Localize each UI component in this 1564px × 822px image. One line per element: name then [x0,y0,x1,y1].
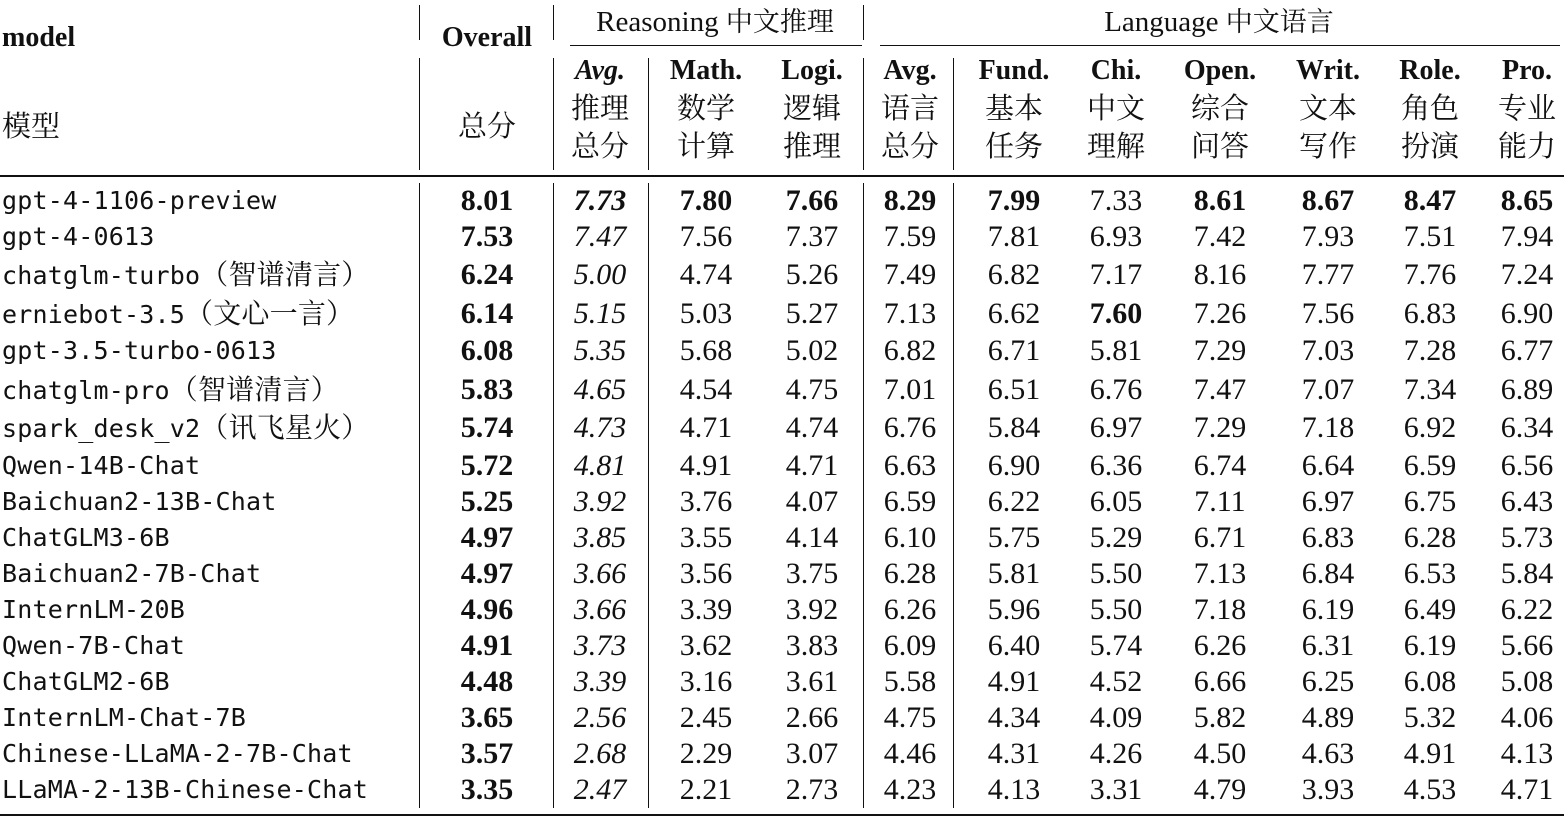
divider-language-avg [953,58,954,170]
score-cell: 8.16 [1193,258,1247,291]
score-cell: 7.76 [1403,258,1457,291]
score-cell: 6.28 [1403,521,1457,554]
score-cell: 4.74 [785,411,839,444]
column-header: Logi. [781,55,843,86]
overall-score: 3.65 [460,701,514,734]
score-cell: 4.73 [573,411,627,444]
score-cell: 7.13 [883,297,937,330]
score-cell: 6.83 [1301,521,1355,554]
score-cell: 5.58 [883,665,937,698]
score-cell: 6.77 [1500,334,1554,367]
score-cell: 7.18 [1193,593,1247,626]
score-cell: 3.83 [785,629,839,662]
model-name-text: InternLM-20B [2,595,186,624]
score-cell: 2.66 [785,701,839,734]
score-cell: 7.18 [1301,411,1355,444]
score-cell: 8.61 [1193,184,1247,217]
table-bottom-rule [0,814,1564,816]
overall-score: 7.53 [460,220,514,253]
score-cell: 4.91 [679,449,733,482]
column-header-cn-line1: 基本 [984,91,1043,125]
divider-model [419,5,420,40]
score-cell: 3.66 [573,593,627,626]
score-cell: 4.81 [573,449,627,482]
column-header-cn-line1: 综合 [1190,91,1249,125]
overall-score: 3.57 [460,737,514,770]
score-cell: 6.51 [987,373,1041,406]
score-cell: 4.75 [785,373,839,406]
model-name-text: chatglm-turbo [2,261,201,290]
score-cell: 6.43 [1500,485,1554,518]
score-cell: 7.47 [573,220,627,253]
score-cell: 7.94 [1500,220,1554,253]
reasoning-group-underline [570,45,862,46]
score-cell: 6.28 [883,557,937,590]
score-cell: 7.13 [1193,557,1247,590]
score-cell: 5.26 [785,258,839,291]
score-cell: 5.75 [987,521,1041,554]
score-cell: 6.97 [1089,411,1143,444]
score-cell: 4.71 [1500,773,1554,806]
score-cell: 3.76 [679,485,733,518]
column-header: Avg. [883,55,937,86]
score-cell: 6.56 [1500,449,1554,482]
column-header: Math. [669,55,743,86]
score-cell: 7.17 [1089,258,1143,291]
score-cell: 4.26 [1089,737,1143,770]
score-cell: 7.81 [987,220,1041,253]
score-cell: 6.19 [1301,593,1355,626]
model-name-text: Chinese-LLaMA-2-7B-Chat [2,739,353,768]
score-cell: 3.73 [573,629,627,662]
column-header: Chi. [1090,55,1142,86]
divider-overall [553,5,554,40]
score-cell: 5.73 [1500,521,1554,554]
score-cell: 5.32 [1403,701,1457,734]
score-cell: 6.71 [1193,521,1247,554]
score-cell: 6.53 [1403,557,1457,590]
score-cell: 3.39 [679,593,733,626]
score-cell: 4.75 [883,701,937,734]
score-cell: 7.29 [1193,334,1247,367]
score-cell: 5.00 [573,258,627,291]
column-header: Open. [1183,55,1257,86]
divider-model [419,58,420,170]
score-cell: 4.34 [987,701,1041,734]
score-cell: 4.52 [1089,665,1143,698]
score-cell: 3.39 [573,665,627,698]
score-cell: 6.09 [883,629,937,662]
score-cell: 3.66 [573,557,627,590]
overall-score: 6.24 [460,258,514,291]
score-cell: 6.26 [883,593,937,626]
model-name-text: Baichuan2-7B-Chat [2,559,262,588]
model-name-text: Qwen-14B-Chat [2,451,201,480]
divider-model-body [419,183,420,808]
score-cell: 6.92 [1403,411,1457,444]
divider-reasoning-avg [648,58,649,170]
score-cell: 5.03 [679,297,733,330]
score-cell: 6.40 [987,629,1041,662]
column-header-cn-line2: 总分 [880,129,939,163]
model-name-text: Baichuan2-13B-Chat [2,487,277,516]
score-cell: 7.99 [987,184,1041,217]
score-cell: 6.66 [1193,665,1247,698]
score-cell: 6.59 [883,485,937,518]
column-header: Writ. [1295,55,1361,86]
overall-score: 8.01 [460,184,514,217]
overall-score: 4.48 [460,665,514,698]
score-cell: 3.85 [573,521,627,554]
score-cell: 8.47 [1403,184,1457,217]
model-name [2,410,369,447]
score-cell: 3.75 [785,557,839,590]
score-cell: 7.07 [1301,373,1355,406]
model-name [2,700,246,736]
overall-score: 4.96 [460,593,514,626]
score-cell: 5.96 [987,593,1041,626]
overall-score: 5.25 [460,485,514,518]
score-cell: 6.83 [1403,297,1457,330]
score-cell: 7.59 [883,220,937,253]
column-header-cn-line2: 扮演 [1400,129,1459,163]
language-group-underline [880,45,1560,46]
score-cell: 7.66 [785,184,839,217]
score-cell: 5.27 [785,297,839,330]
score-cell: 3.92 [573,485,627,518]
score-cell: 6.71 [987,334,1041,367]
score-cell: 4.07 [785,485,839,518]
column-header-cn-line2: 总分 [570,129,629,163]
column-header-cn-line2: 理解 [1086,129,1145,163]
score-cell: 6.63 [883,449,937,482]
model-name [2,484,277,520]
score-cell: 6.49 [1403,593,1457,626]
header-bottom-rule [0,175,1564,177]
score-cell: 3.93 [1301,773,1355,806]
model-name-text: InternLM-Chat-7B [2,703,247,732]
score-cell: 7.42 [1193,220,1247,253]
column-header-cn-line1: 中文 [1086,91,1145,125]
score-cell: 7.11 [1194,485,1246,518]
score-cell: 8.65 [1500,184,1554,217]
score-cell: 5.50 [1089,593,1143,626]
score-cell: 2.47 [573,773,627,806]
model-name-text: gpt-4-0613 [2,222,155,251]
score-cell: 4.54 [679,373,733,406]
score-cell: 7.93 [1301,220,1355,253]
score-cell: 5.81 [1089,334,1143,367]
overall-score: 5.83 [460,373,514,406]
score-cell: 5.84 [1500,557,1554,590]
score-cell: 3.92 [785,593,839,626]
score-cell: 4.23 [883,773,937,806]
column-header: Fund. [978,55,1050,86]
score-cell: 6.22 [987,485,1041,518]
score-cell: 6.19 [1403,629,1457,662]
score-cell: 6.82 [987,258,1041,291]
model-name [2,183,277,219]
overall-score: 4.91 [460,629,514,662]
score-cell: 4.91 [1403,737,1457,770]
model-name [2,556,261,592]
model-name-text: LLaMA-2-13B-Chinese-Chat [2,775,369,804]
reasoning-group-header [568,0,862,39]
score-cell: 5.29 [1089,521,1143,554]
column-header-cn-line1: 专业 [1497,91,1556,125]
model-name-text: gpt-3.5-turbo-0613 [2,336,277,365]
column-header: Avg. [574,55,626,86]
score-cell: 4.13 [987,773,1041,806]
overall-header-cn: 总分 [457,109,516,143]
score-cell: 7.03 [1301,334,1355,367]
score-cell: 6.93 [1089,220,1143,253]
model-name [2,219,155,255]
score-cell: 4.06 [1500,701,1554,734]
score-cell: 2.29 [679,737,733,770]
language-group-header [878,0,1560,39]
score-cell: 7.28 [1403,334,1457,367]
score-cell: 4.13 [1500,737,1554,770]
score-cell: 7.80 [679,184,733,217]
score-cell: 7.24 [1500,258,1554,291]
score-cell: 3.55 [679,521,733,554]
score-cell: 7.33 [1089,184,1143,217]
model-vendor-cn: （文心一言） [185,297,355,330]
score-cell: 8.29 [883,184,937,217]
score-cell: 3.56 [679,557,733,590]
score-cell: 7.37 [785,220,839,253]
model-header: model [2,22,76,53]
score-cell: 6.22 [1500,593,1554,626]
model-name-text: erniebot-3.5 [2,300,186,329]
score-cell: 7.49 [883,258,937,291]
score-cell: 6.34 [1500,411,1554,444]
model-name [2,296,354,333]
column-header-cn-line1: 文本 [1298,91,1357,125]
score-cell: 6.25 [1301,665,1355,698]
score-cell: 5.50 [1089,557,1143,590]
score-cell: 8.67 [1301,184,1355,217]
score-cell: 7.01 [883,373,937,406]
score-cell: 5.74 [1089,629,1143,662]
score-cell: 5.82 [1193,701,1247,734]
model-name-text: chatglm-pro [2,376,170,405]
score-cell: 7.60 [1089,297,1143,330]
overall-score: 6.14 [460,297,514,330]
score-cell: 4.50 [1193,737,1247,770]
score-cell: 2.45 [679,701,733,734]
model-name [2,592,185,628]
column-header-cn-line2: 推理 [782,129,841,163]
overall-score: 5.74 [460,411,514,444]
column-header-cn-line2: 任务 [984,129,1043,163]
score-cell: 6.90 [987,449,1041,482]
score-cell: 6.36 [1089,449,1143,482]
score-cell: 4.89 [1301,701,1355,734]
model-header-cn: 模型 [2,109,61,143]
column-header-cn-line1: 语言 [880,91,939,125]
reasoning-group-label: Reasoning [596,6,719,38]
score-cell: 7.47 [1193,373,1247,406]
score-cell: 7.26 [1193,297,1247,330]
score-cell: 7.77 [1301,258,1355,291]
divider-overall [553,58,554,170]
score-cell: 6.84 [1301,557,1355,590]
score-cell: 4.63 [1301,737,1355,770]
score-cell: 6.64 [1301,449,1355,482]
score-cell: 2.21 [679,773,733,806]
overall-score: 3.35 [460,773,514,806]
column-header: Pro. [1501,55,1553,86]
score-cell: 6.31 [1301,629,1355,662]
score-cell: 3.61 [785,665,839,698]
score-cell: 7.29 [1193,411,1247,444]
score-cell: 4.31 [987,737,1041,770]
score-cell: 3.31 [1089,773,1143,806]
score-cell: 5.66 [1500,629,1554,662]
model-name-text: spark_desk_v2 [2,414,201,443]
score-cell: 4.71 [679,411,733,444]
model-name-text: gpt-4-1106-preview [2,186,277,215]
score-cell: 3.07 [785,737,839,770]
score-cell: 4.74 [679,258,733,291]
score-cell: 4.71 [785,449,839,482]
score-cell: 6.89 [1500,373,1554,406]
column-header-cn-line2: 问答 [1190,129,1249,163]
model-vendor-cn: （智谱清言） [169,373,339,406]
score-cell: 6.59 [1403,449,1457,482]
divider-reasoning-end [863,5,864,40]
score-cell: 5.08 [1500,665,1554,698]
score-cell: 6.90 [1500,297,1554,330]
score-cell: 4.46 [883,737,937,770]
score-cell: 5.81 [987,557,1041,590]
model-name [2,772,368,808]
score-cell: 5.35 [573,334,627,367]
score-cell: 6.05 [1089,485,1143,518]
score-cell: 7.51 [1403,220,1457,253]
score-cell: 4.09 [1089,701,1143,734]
column-header-cn-line1: 角色 [1400,91,1459,125]
score-cell: 2.73 [785,773,839,806]
column-header-cn-line2: 写作 [1298,129,1357,163]
score-cell: 4.14 [785,521,839,554]
column-header-cn-line2: 计算 [676,129,735,163]
score-cell: 5.02 [785,334,839,367]
model-vendor-cn: （讯飞星火） [200,411,370,444]
model-name-text: ChatGLM2-6B [2,667,170,696]
language-group-label: Language [1104,6,1219,38]
score-cell: 7.73 [573,184,627,217]
column-header-cn-line1: 数学 [676,91,735,125]
score-cell: 7.56 [1301,297,1355,330]
score-cell: 6.82 [883,334,937,367]
model-name-text: ChatGLM3-6B [2,523,170,552]
score-cell: 6.76 [1089,373,1143,406]
overall-score: 4.97 [460,521,514,554]
score-cell: 4.79 [1193,773,1247,806]
score-cell: 5.84 [987,411,1041,444]
score-cell: 6.74 [1193,449,1247,482]
score-cell: 7.34 [1403,373,1457,406]
score-cell: 6.76 [883,411,937,444]
column-header-cn-line2: 能力 [1497,129,1556,163]
language-group-label-cn: 中文语言 [1225,7,1334,38]
divider-reasoning-end [863,58,864,170]
overall-score: 5.72 [460,449,514,482]
score-cell: 3.62 [679,629,733,662]
score-cell: 4.65 [573,373,627,406]
reasoning-group-label-cn: 中文推理 [725,7,834,38]
model-name [2,333,277,369]
overall-header: Overall [441,22,533,53]
model-name [2,520,170,556]
score-cell: 6.26 [1193,629,1247,662]
model-name [2,736,353,772]
model-name [2,628,185,664]
score-cell: 6.62 [987,297,1041,330]
model-name [2,257,369,294]
score-cell: 3.16 [679,665,733,698]
column-header: Role. [1399,55,1461,86]
score-cell: 4.91 [987,665,1041,698]
score-cell: 6.75 [1403,485,1457,518]
model-name-text: Qwen-7B-Chat [2,631,186,660]
score-cell: 4.53 [1403,773,1457,806]
score-cell: 2.68 [573,737,627,770]
score-cell: 5.15 [573,297,627,330]
model-name [2,372,339,409]
score-cell: 6.08 [1403,665,1457,698]
score-cell: 6.10 [883,521,937,554]
overall-score: 4.97 [460,557,514,590]
column-header-cn-line1: 逻辑 [782,91,841,125]
overall-score: 6.08 [460,334,514,367]
model-vendor-cn: （智谱清言） [200,258,370,291]
column-header-cn-line1: 推理 [570,91,629,125]
score-cell: 7.56 [679,220,733,253]
model-name [2,664,170,700]
score-cell: 6.97 [1301,485,1355,518]
score-cell: 5.68 [679,334,733,367]
score-cell: 2.56 [573,701,627,734]
model-name [2,448,200,484]
